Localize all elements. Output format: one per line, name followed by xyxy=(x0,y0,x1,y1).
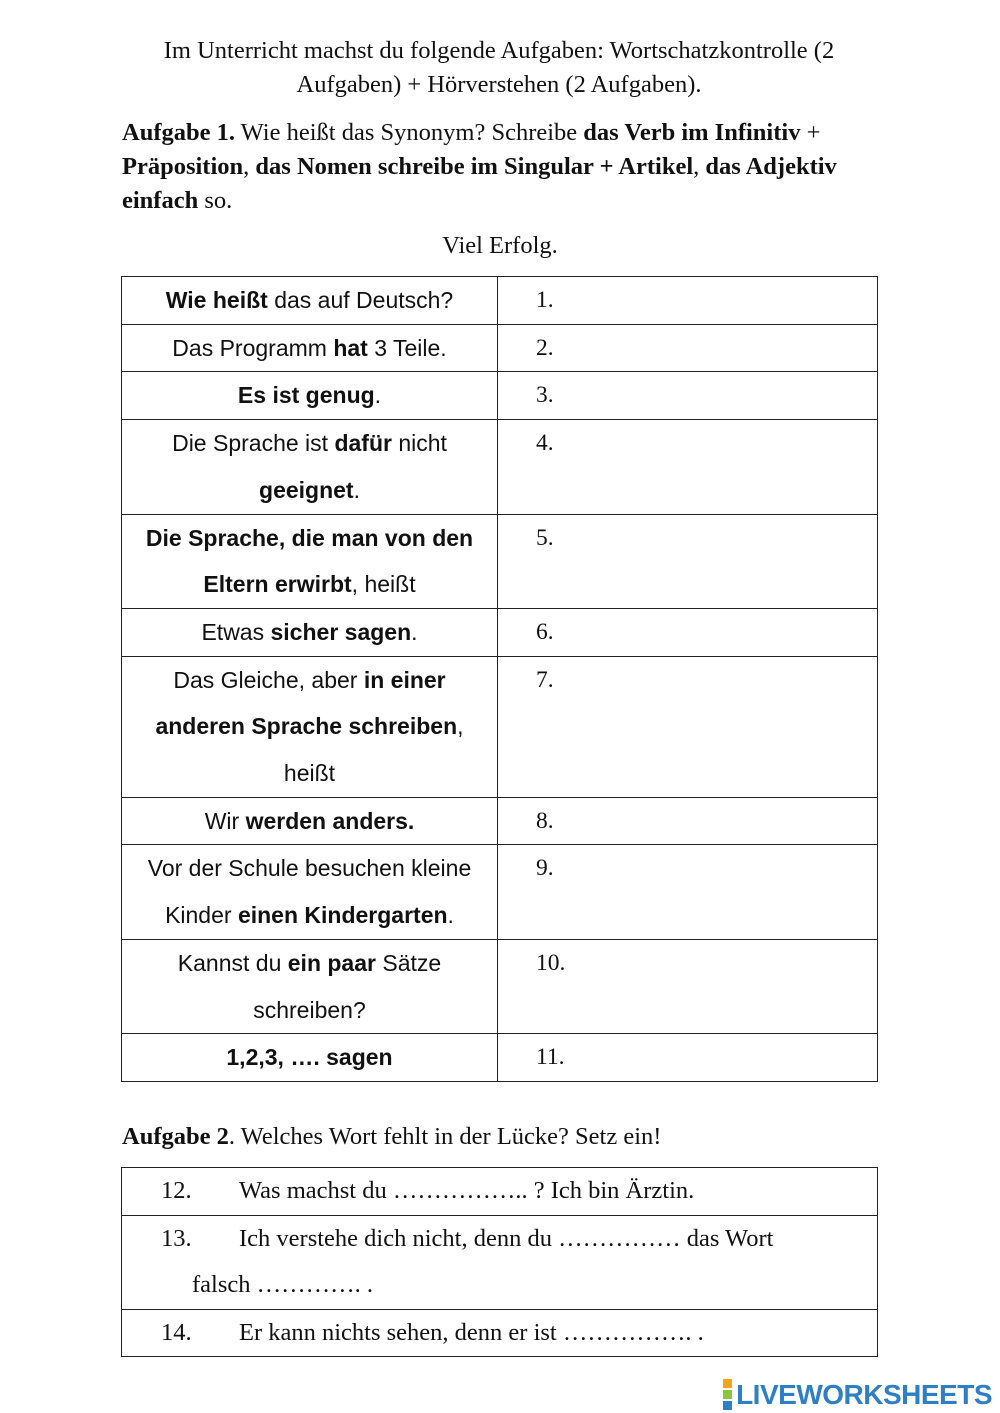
prompt-cell xyxy=(122,277,498,325)
prompt-text: Kannst du xyxy=(177,949,288,976)
prompt-cell xyxy=(122,845,498,939)
task-1-text: Wie heißt das Synonym? Schreibe xyxy=(234,119,584,146)
table-row xyxy=(122,1215,878,1309)
answer-cell[interactable]: 9. xyxy=(498,845,878,939)
task-1-text: , xyxy=(693,153,706,180)
prompt-bold-text: Wie heißt xyxy=(165,287,268,313)
prompt-bold-text: sicher sagen xyxy=(270,618,412,645)
table-row xyxy=(122,656,878,797)
task-1-bold-noun: das Nomen schreibe im Singular + Artikel xyxy=(255,153,694,180)
task-1-instructions xyxy=(122,116,882,218)
prompt-bold-text: ein paar xyxy=(287,949,376,976)
table-row xyxy=(122,372,878,420)
gap-sentence-continuation: falsch …………. . xyxy=(192,1271,373,1298)
table-row xyxy=(122,420,878,514)
prompt-bold-text: geeignet xyxy=(259,476,354,503)
prompt-bold-text: hat xyxy=(333,334,368,361)
task-1-text: + xyxy=(800,119,821,146)
item-number: 13. xyxy=(161,1224,192,1252)
prompt-cell xyxy=(122,324,498,372)
prompt-text: Das Programm xyxy=(172,334,334,361)
table-row xyxy=(122,324,878,372)
table-row xyxy=(122,1034,878,1082)
prompt-cell xyxy=(122,656,498,797)
prompt-text: nicht xyxy=(391,430,447,457)
answer-cell[interactable]: 3. xyxy=(498,372,878,420)
table-row xyxy=(122,939,878,1033)
answer-cell[interactable]: 2. xyxy=(498,324,878,372)
gap-fill-table xyxy=(121,1167,878,1357)
prompt-text: Wir xyxy=(204,807,246,834)
task-2-text: . Welches Wort fehlt in der Lücke? Setz ein! xyxy=(228,1123,662,1150)
prompt-bold-text: in einer anderen Sprache schreiben xyxy=(155,666,458,740)
prompt-text: Das Gleiche, aber xyxy=(173,666,364,693)
task-1-bold-adjective: das Adjektiv einfach xyxy=(122,153,837,214)
prompt-bold-text: Es ist genug xyxy=(237,382,375,409)
answer-cell[interactable]: 8. xyxy=(498,797,878,845)
answer-cell[interactable]: 1. xyxy=(498,277,878,325)
answer-cell[interactable]: 10. xyxy=(498,939,878,1033)
prompt-cell xyxy=(122,372,498,420)
prompt-cell xyxy=(122,514,498,608)
answer-cell[interactable]: 4. xyxy=(498,420,878,514)
prompt-text: . xyxy=(447,902,454,929)
task-1-label: Aufgabe 1. xyxy=(122,119,235,146)
task-1-bold-verb: das Verb im Infinitiv xyxy=(583,119,801,146)
table-row xyxy=(122,845,878,939)
prompt-text: Sätze schreiben? xyxy=(253,949,442,1023)
prompt-text: . xyxy=(374,382,382,409)
prompt-bold-text: 1,2,3, …. sagen xyxy=(226,1044,393,1071)
task-1-text: , xyxy=(243,153,256,180)
gap-sentence-cell[interactable] xyxy=(122,1168,878,1216)
gap-sentence: Er kann nichts sehen, denn er ist ……………. . xyxy=(239,1318,704,1346)
synonym-table xyxy=(121,276,878,1082)
gap-sentence: Was machst du …………….. ? Ich bin Ärztin. xyxy=(239,1177,695,1204)
intro-text: Im Unterricht machst du folgende Aufgaben: Wortschatzkontrolle (2 Aufgaben) + Hörverstehen (2 Aufgaben). xyxy=(163,37,835,98)
answer-cell[interactable]: 6. xyxy=(498,608,878,656)
task-2-instructions xyxy=(122,1120,882,1154)
table-row xyxy=(122,1309,878,1357)
table-row xyxy=(122,277,878,325)
answer-cell[interactable]: 11. xyxy=(498,1034,878,1082)
prompt-bold-text: einen Kindergarten xyxy=(237,902,448,929)
table-row xyxy=(122,514,878,608)
task-1-text: so. xyxy=(198,187,233,214)
task-2-label: Aufgabe 2 xyxy=(122,1123,229,1150)
prompt-cell xyxy=(122,797,498,845)
prompt-cell xyxy=(122,608,498,656)
table-row xyxy=(122,1168,878,1216)
gap-sentence-cell[interactable] xyxy=(122,1309,878,1357)
prompt-text: Die Sprache ist xyxy=(172,430,335,457)
task-1-bold-preposition: Präposition xyxy=(122,153,244,180)
answer-cell[interactable]: 7. xyxy=(498,656,878,797)
table-row xyxy=(122,797,878,845)
prompt-text: . xyxy=(353,476,360,503)
prompt-bold-text: werden anders. xyxy=(245,807,415,834)
prompt-text: Etwas xyxy=(201,618,271,645)
answer-cell[interactable]: 5. xyxy=(498,514,878,608)
prompt-text: , heißt xyxy=(351,571,416,598)
table-row xyxy=(122,608,878,656)
item-number: 12. xyxy=(161,1177,192,1204)
gap-sentence-cell[interactable] xyxy=(122,1215,878,1309)
prompt-cell xyxy=(122,939,498,1033)
prompt-cell xyxy=(122,420,498,514)
prompt-text: . xyxy=(411,618,418,645)
prompt-text: Vor der Schule besuchen kleine Kinder xyxy=(147,855,472,929)
logo-icon xyxy=(722,1378,733,1411)
gap-sentence: Ich verstehe dich nicht, denn du …………… das Wort xyxy=(239,1224,774,1252)
liveworksheets-logo xyxy=(722,1378,992,1411)
greeting: Viel Erfolg. xyxy=(442,232,558,259)
prompt-cell xyxy=(122,1034,498,1082)
logo-text: LIVEWORKSHEETS xyxy=(736,1378,992,1410)
prompt-bold-text: Die Sprache, die man von den Eltern erwirbt xyxy=(145,524,474,598)
prompt-text: das auf Deutsch? xyxy=(267,287,454,313)
prompt-text: 3 Teile. xyxy=(367,334,447,361)
prompt-bold-text: dafür xyxy=(334,430,392,457)
prompt-text: , heißt xyxy=(283,713,464,787)
item-number: 14. xyxy=(161,1318,192,1346)
